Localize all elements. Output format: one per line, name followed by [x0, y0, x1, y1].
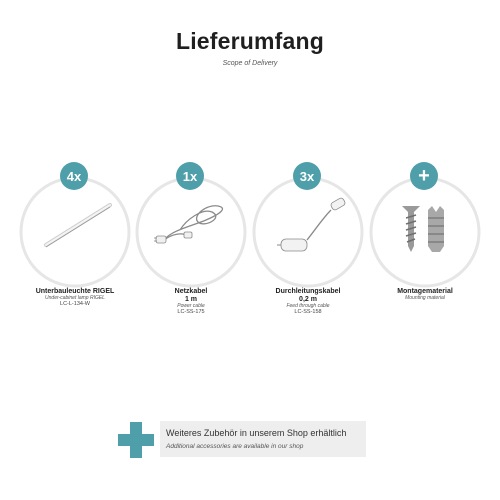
promo-text-de: Weiteres Zubehör in unserem Shop erhältlich [166, 428, 347, 438]
promo-box [160, 421, 366, 457]
delivery-item-feed-cable [249, 160, 367, 330]
page-subtitle: Scope of Delivery [222, 60, 278, 67]
page-title: Lieferumfang [175, 28, 325, 54]
plus-badge: + [410, 162, 438, 190]
delivery-item-led-bar [16, 160, 134, 330]
item-name: Montagematerial [397, 288, 453, 295]
item-caption [366, 288, 484, 301]
item-quantity: 0,2 m [299, 295, 317, 303]
item-name-en: Feed through cable [286, 302, 330, 309]
delivery-item-power-cable [132, 160, 250, 330]
item-caption [132, 288, 250, 315]
quantity-badge: 1x [176, 162, 204, 190]
item-name: Durchleitungskabel [275, 288, 341, 295]
item-name: Netzkabel [174, 288, 208, 295]
item-caption [16, 288, 134, 308]
item-code: LC-SS-175 [177, 309, 205, 316]
item-quantity: 1 m [184, 295, 198, 303]
item-caption [249, 288, 367, 315]
quantity-badge: 3x [293, 162, 321, 190]
item-name-en: Mounting material [405, 294, 445, 301]
quantity-badge: 4x [60, 162, 88, 190]
accessories-promo [118, 418, 368, 458]
item-code: LC-L-134-W [60, 301, 90, 308]
item-name-en: Under-cabinet lamp RIGEL [45, 294, 105, 301]
promo-text-en: Additional accessories are available in our shop [166, 443, 304, 450]
plus-icon [118, 422, 154, 458]
item-name: Unterbauleuchte RIGEL [35, 288, 115, 295]
item-code: LC-SS-158 [294, 309, 322, 316]
item-name-en: Power cable [177, 302, 205, 309]
delivery-item-mounting-material [366, 160, 484, 330]
